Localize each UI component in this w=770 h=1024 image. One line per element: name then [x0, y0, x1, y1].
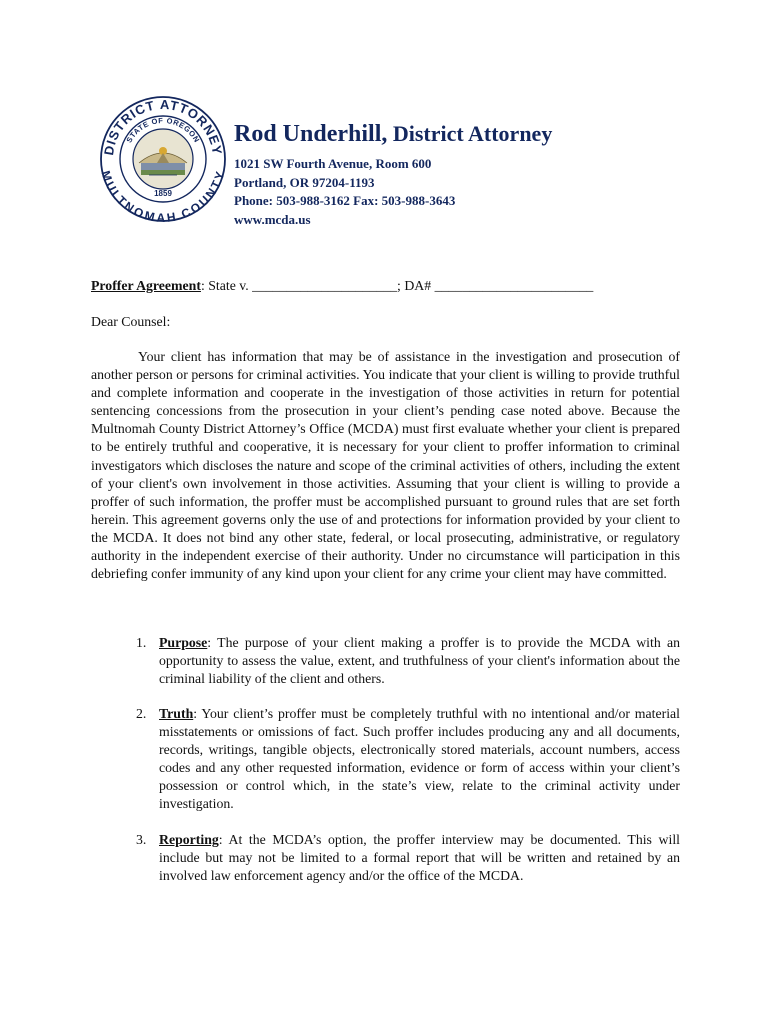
item-heading: Purpose [159, 635, 208, 650]
salutation: Dear Counsel: [91, 314, 171, 329]
subject-text: : State v. _____________________; DA# _______________________ [200, 278, 594, 293]
item-text: : Your client’s proffer must be completely truthful with no intentional and/or material misstatements or omissions of fact. Such proffer includes producing any and all documents, records, writings, tangible objects, electronically stored materials, account numbers, access codes and any other requested information, evidence or form of access within your client’s possession or control which, in the state’s view, relate to the criminal activity under investigation. [159, 706, 680, 812]
letterhead-name [234, 121, 552, 148]
item-number: 1. [136, 635, 147, 650]
item-text: : The purpose of your client making a proffer is to provide the MCDA with an opportunity to assess the value, extent, and truthfulness of your client's information about the criminal liability of the client and others. [159, 635, 680, 687]
district-attorney-seal [99, 95, 227, 223]
da-title: District Attorney [387, 121, 553, 146]
list-item-truth [136, 705, 680, 814]
list-item-purpose [136, 634, 680, 688]
address-line-2: Portland, OR 97204-1193 [234, 174, 375, 190]
item-number: 2. [136, 706, 147, 721]
da-name: Rod Underhill, [234, 121, 388, 147]
seal-inner-text: STATE OF OREGON [124, 115, 202, 145]
item-heading: Truth [159, 706, 194, 721]
phone-fax: Phone: 503-988-3162 Fax: 503-988-3643 [234, 193, 456, 208]
item-number: 3. [136, 832, 147, 847]
seal-outer-text: DISTRICT ATTORNEY [100, 96, 225, 157]
website: www.mcda.us [234, 211, 311, 227]
seal-year: 1859 [154, 189, 172, 198]
subject-line [91, 277, 593, 295]
list-item-reporting [136, 831, 680, 885]
seal-lower-text: MULTNOMAH COUNTY [99, 169, 227, 223]
intro-paragraph: Your client has information that may be of assistance in the investigation and prosecution of another person or persons for criminal activities. You indicate that your client is willing to provide truthful and complete information and cooperate in the investigation of those activities in return for potential sentencing concessions from the prosecution in your client’s pending case noted above. Because the Multnomah County District Attorney’s Office (MCDA) must first evaluate whether your client is prepared to be entirely truthful and cooperative, it is necessary for your client to proffer information to criminal investigators which discloses the nature and scope of the criminal activities of others, including the extent of your client's own involvement in those activities. Assuming that your client is willing to provide a proffer of such information, the proffer must be accomplished pursuant to ground rules that are set forth herein. This agreement governs only the use of and protections for information provided by your client to the MCDA. It does not bind any other state, federal, or local prosecuting, administrative, or regulatory authority in the independent exercise of their authority. Under no circumstance will participation in this debriefing confer immunity of any kind upon your client for any crime your client may have committed. [91, 349, 680, 582]
subject-label: Proffer Agreement [91, 278, 201, 293]
address-line-1: 1021 SW Fourth Avenue, Room 600 [234, 156, 432, 171]
item-text: : At the MCDA’s option, the proffer interview may be documented. This will include but may not be limited to a formal report that will be written and retained by an involved law enforcement agency and/or the office of the MCDA. [159, 832, 680, 884]
letterhead-contact [234, 155, 455, 229]
item-heading: Reporting [159, 832, 219, 847]
